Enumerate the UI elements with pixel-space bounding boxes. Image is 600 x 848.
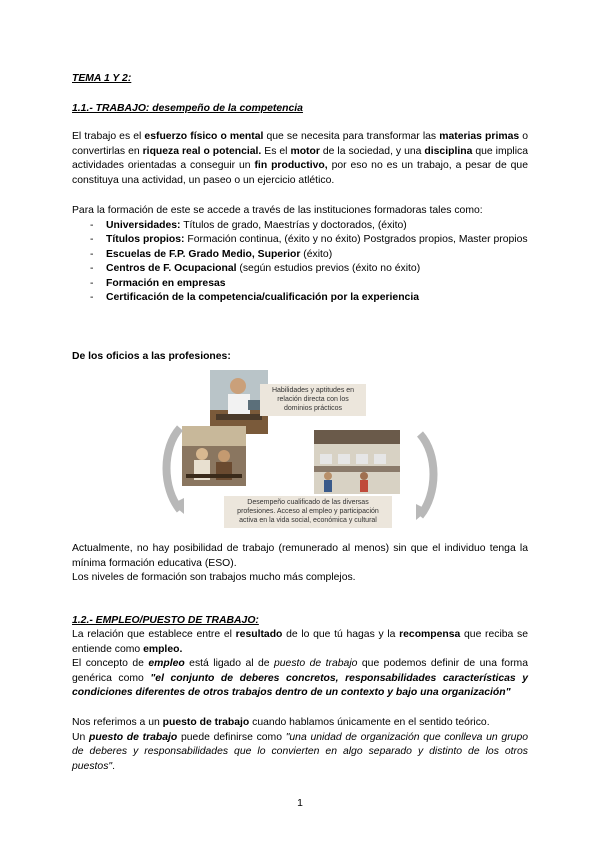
paragraph-puesto-teorico (72, 716, 528, 731)
list-item-bold: Escuelas de F.P. Grado Medio, Superior (106, 248, 301, 260)
list-item-bold: Títulos propios: (106, 234, 185, 246)
paragraph-actualmente: Actualmente, no hay posibilidad de trabajo (remunerado al menos) sin que el individuo tenga la mínima formación educativa (ESO). (72, 543, 528, 569)
paragraph-formacion: Para la formación de este se accede a través de las instituciones formadoras tales como: (72, 205, 483, 216)
bold-run: disciplina (424, 145, 473, 157)
paragraph-niveles: Los niveles de formación son trabajos mucho más complejos. (72, 572, 356, 584)
text-run: que se necesita para transformar las (263, 131, 440, 142)
list-item-bold: Centros de F. Ocupacional (106, 263, 237, 275)
list-item-text: Formación continua, (éxito y no éxito) Postgrados propios, Master propios (184, 234, 528, 246)
text-run: puede definirse como (177, 731, 286, 743)
photo-computer-room-image (314, 430, 400, 494)
italic-run: puesto de trabajo (274, 658, 358, 670)
left-curved-arrow-icon (160, 424, 186, 516)
quote-run: "una unidad de organización que conlleva un grupo de deberes y responsabilidades que lo convierten en algo separado y distinto de los otros puestos" (72, 731, 528, 772)
bold-italic-run: empleo (148, 658, 185, 670)
list-item (90, 262, 528, 277)
text-run: de la sociedad, y una (319, 145, 425, 157)
list-item (90, 248, 528, 263)
empleo-paragraphs (72, 628, 528, 701)
page-number: 1 (297, 798, 303, 809)
formacion-intro (72, 204, 528, 306)
institutions-list (72, 219, 528, 306)
bold-run: materias primas (439, 131, 520, 142)
section-2-heading-text: 1.2.- EMPLEO/PUESTO DE TRABAJO: (72, 615, 259, 626)
list-item (90, 277, 528, 292)
text-run: por eso no es un trabajo, a pesar de que constituya una actividad, un paseo o un ejercicio atlético. (72, 160, 528, 186)
text-run: que podemos definir de una forma genérica como (72, 658, 528, 684)
text-run: Nos referimos a un (72, 717, 163, 728)
list-item-text: (éxito) (300, 248, 333, 260)
bold-run: riqueza real o potencial. (142, 145, 262, 157)
list-item (90, 219, 528, 234)
text-run: El concepto de (72, 658, 149, 670)
list-item-bold: Certificación de la competencia/cualificación por la experiencia (106, 292, 419, 304)
trabajo-definition-paragraph (72, 130, 528, 188)
list-item-bold: Universidades: (106, 219, 181, 231)
text-run: . (112, 760, 115, 772)
text-run: Un (72, 731, 89, 743)
list-item (90, 291, 528, 306)
oficios-diagram (160, 368, 440, 528)
doc-title-text: TEMA 1 Y 2: (72, 73, 132, 84)
paragraph-trabajo (72, 130, 528, 188)
text-run: que reciba se entiende como (72, 629, 528, 655)
bold-run: resultado (235, 629, 283, 640)
paragraph-empleo-concepto (72, 657, 528, 701)
text-run: El trabajo es el (72, 131, 145, 142)
text-run: La relación que establece entre el (72, 629, 236, 640)
list-item-text: Títulos de grado, Maestrías y doctorados, (éxito) (180, 219, 407, 231)
bold-run: motor (290, 145, 320, 157)
caption-top: Habilidades y aptitudes en relación directa con los dominios prácticos (260, 384, 366, 416)
bold-run: fin productivo, (254, 160, 328, 172)
text-run: Es el (261, 145, 291, 157)
bold-run: puesto de trabajo (162, 717, 250, 728)
photo-computer-room (314, 430, 400, 494)
section-1-heading (72, 102, 528, 117)
bold-italic-run: puesto de trabajo (89, 731, 178, 743)
paragraph-empleo-relacion (72, 628, 528, 657)
text-run: cuando hablamos únicamente en el sentido teórico. (249, 717, 490, 728)
section-1-heading-text: 1.1.- TRABAJO: desempeño de la competencia (72, 103, 303, 114)
text-run: de lo que tú hagas y la (282, 629, 400, 640)
oficios-heading-text: De los oficios a las profesiones: (72, 351, 231, 362)
text-run: que implica actividades orientadas a conseguir un (72, 145, 528, 172)
text-run: está ligado al de (184, 658, 274, 670)
right-curved-arrow-icon (414, 430, 440, 522)
puesto-paragraphs (72, 716, 528, 774)
quote-run: "el conjunto de deberes concretos, responsabilidades características y condiciones diferentes de otros trabajos dentro de un contexto y bajo una organización" (72, 672, 528, 699)
text-run: o convertirlas en (72, 131, 528, 157)
section-2-heading (72, 614, 528, 629)
list-item-bold: Formación en empresas (106, 277, 226, 289)
bold-run: esfuerzo físico o mental (144, 131, 264, 142)
photo-workshop (182, 426, 246, 486)
actualmente-paragraph (72, 542, 528, 586)
list-item-text: (según estudios previos (éxito no éxito) (236, 263, 421, 275)
caption-bottom: Desempeño cualificado de las diversas profesiones. Acceso al empleo y participación activa en la vida social, económica y cultural (224, 496, 392, 528)
doc-title (72, 72, 528, 87)
photo-workshop-image (182, 426, 246, 486)
list-item (90, 233, 528, 248)
paragraph-puesto-definicion (72, 731, 528, 775)
bold-run: empleo. (143, 643, 183, 655)
bold-run: recompensa (399, 629, 461, 640)
oficios-heading (72, 350, 528, 365)
